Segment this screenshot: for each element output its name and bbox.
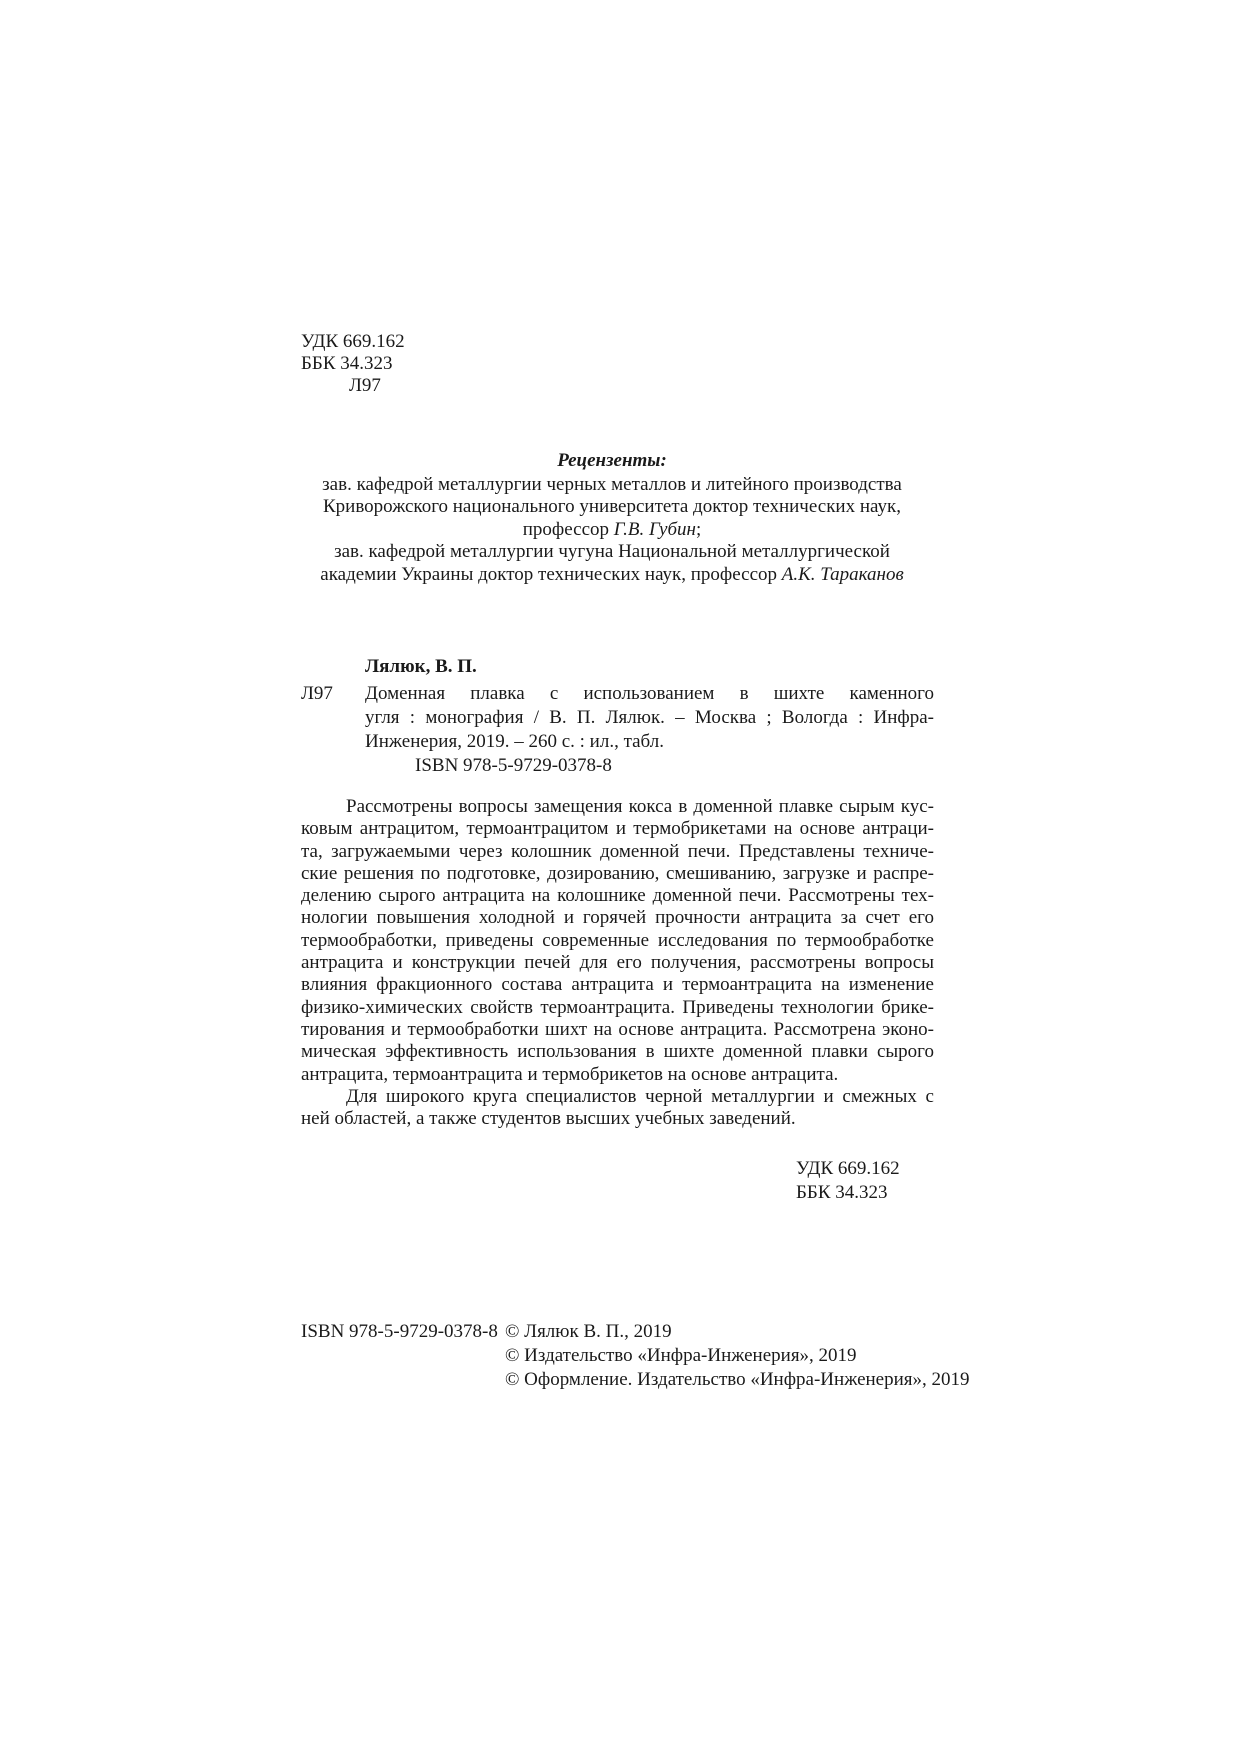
reviewer-1-title: профессор xyxy=(522,518,614,540)
copyright-line: © Лялюк В. П., 2019 xyxy=(505,1321,672,1342)
bbk-code-bottom: ББК 34.323 xyxy=(796,1182,888,1203)
biblio-line: Инженерия, 2019. – 260 с. : ил., табл. xyxy=(365,731,664,752)
classification-bottom xyxy=(796,1158,900,1206)
annotation xyxy=(301,796,934,1130)
audience-line: Для широкого круга специалистов черной металлургии и смежных с xyxy=(346,1085,934,1107)
annotation-line: ские решения по подготовке, дозированию, смешиванию, загрузке и распре- xyxy=(301,862,934,884)
copyright-line: © Оформление. Издательство «Инфра-Инженерия», 2019 xyxy=(505,1369,970,1390)
classification-top xyxy=(301,331,405,397)
udk-code: УДК 669.162 xyxy=(301,331,405,352)
reviewers-block xyxy=(300,450,924,586)
annotation-line: мическая эффективность использования в шихте доменной плавки сырого xyxy=(301,1041,934,1063)
reviewer-1-line-3 xyxy=(300,519,924,542)
reviewers-heading: Рецензенты: xyxy=(557,450,667,471)
annotation-line: нологии повышения холодной и горячей прочности антрацита за счет его xyxy=(301,907,934,929)
author-mark: Л97 xyxy=(349,375,381,396)
reviewer-2-line-2 xyxy=(300,564,924,587)
biblio-code: Л97 xyxy=(301,683,333,704)
annotation-line: термообработки, приведены современные исследования по термообработке xyxy=(301,929,934,951)
reviewer-1-line-1: зав. кафедрой металлургии черных металлов и литейного производства xyxy=(322,473,902,495)
annotation-line: ковым антрацитом, термоантрацитом и термобрикетами на основе антраци- xyxy=(301,818,934,840)
reviewer-2-name: А.К. Тараканов xyxy=(781,563,904,585)
biblio-isbn: ISBN 978-5-9729-0378-8 xyxy=(415,755,612,776)
reviewer-1-name: Г.В. Губин xyxy=(613,518,696,540)
biblio-line: Доменная плавка с использованием в шихте каменного xyxy=(365,683,934,704)
copyright-line: © Издательство «Инфра-Инженерия», 2019 xyxy=(505,1345,857,1366)
reviewer-2-text: академии Украины доктор технических наук, профессор xyxy=(320,563,782,585)
audience-line: ней областей, а также студентов высших учебных заведений. xyxy=(301,1108,796,1130)
biblio-author: Лялюк, В. П. xyxy=(365,656,477,677)
annotation-line: делению сырого антрацита на колошнике доменной печи. Рассмотрены тех- xyxy=(301,885,934,907)
annotation-line: влияния фракционного состава антрацита и термоантрацита на изменение xyxy=(301,974,934,996)
annotation-line: та, загружаемыми через колошник доменной печи. Представлены техниче- xyxy=(301,840,934,862)
reviewer-1-punct: ; xyxy=(695,518,702,540)
reviewer-1-line-2: Криворожского национального университета доктор технических наук, xyxy=(323,496,901,517)
copyright-block xyxy=(505,1321,970,1393)
annotation-line: физико-химических свойств термоантрацита. Приведены технологии брике- xyxy=(301,996,934,1018)
annotation-line: Рассмотрены вопросы замещения кокса в доменной плавке сырым кус- xyxy=(346,796,934,817)
copyright-isbn: ISBN 978-5-9729-0378-8 xyxy=(301,1321,498,1342)
annotation-line: тирования и термообработки шихт на основе антрацита. Рассмотрена эконо- xyxy=(301,1018,934,1040)
annotation-line: антрацита, термоантрацита и термобрикетов на основе антрацита. xyxy=(301,1063,839,1085)
annotation-line: антрацита и конструкции печей для его получения, рассмотрены вопросы xyxy=(301,952,934,974)
bbk-code: ББК 34.323 xyxy=(301,353,393,374)
udk-code-bottom: УДК 669.162 xyxy=(796,1158,900,1179)
biblio-description xyxy=(365,683,934,779)
reviewer-2-line-1: зав. кафедрой металлургии чугуна Национальной металлургической xyxy=(334,541,890,562)
biblio-line: угля : монография / В. П. Лялюк. – Москва ; Вологда : Инфра- xyxy=(365,707,934,728)
